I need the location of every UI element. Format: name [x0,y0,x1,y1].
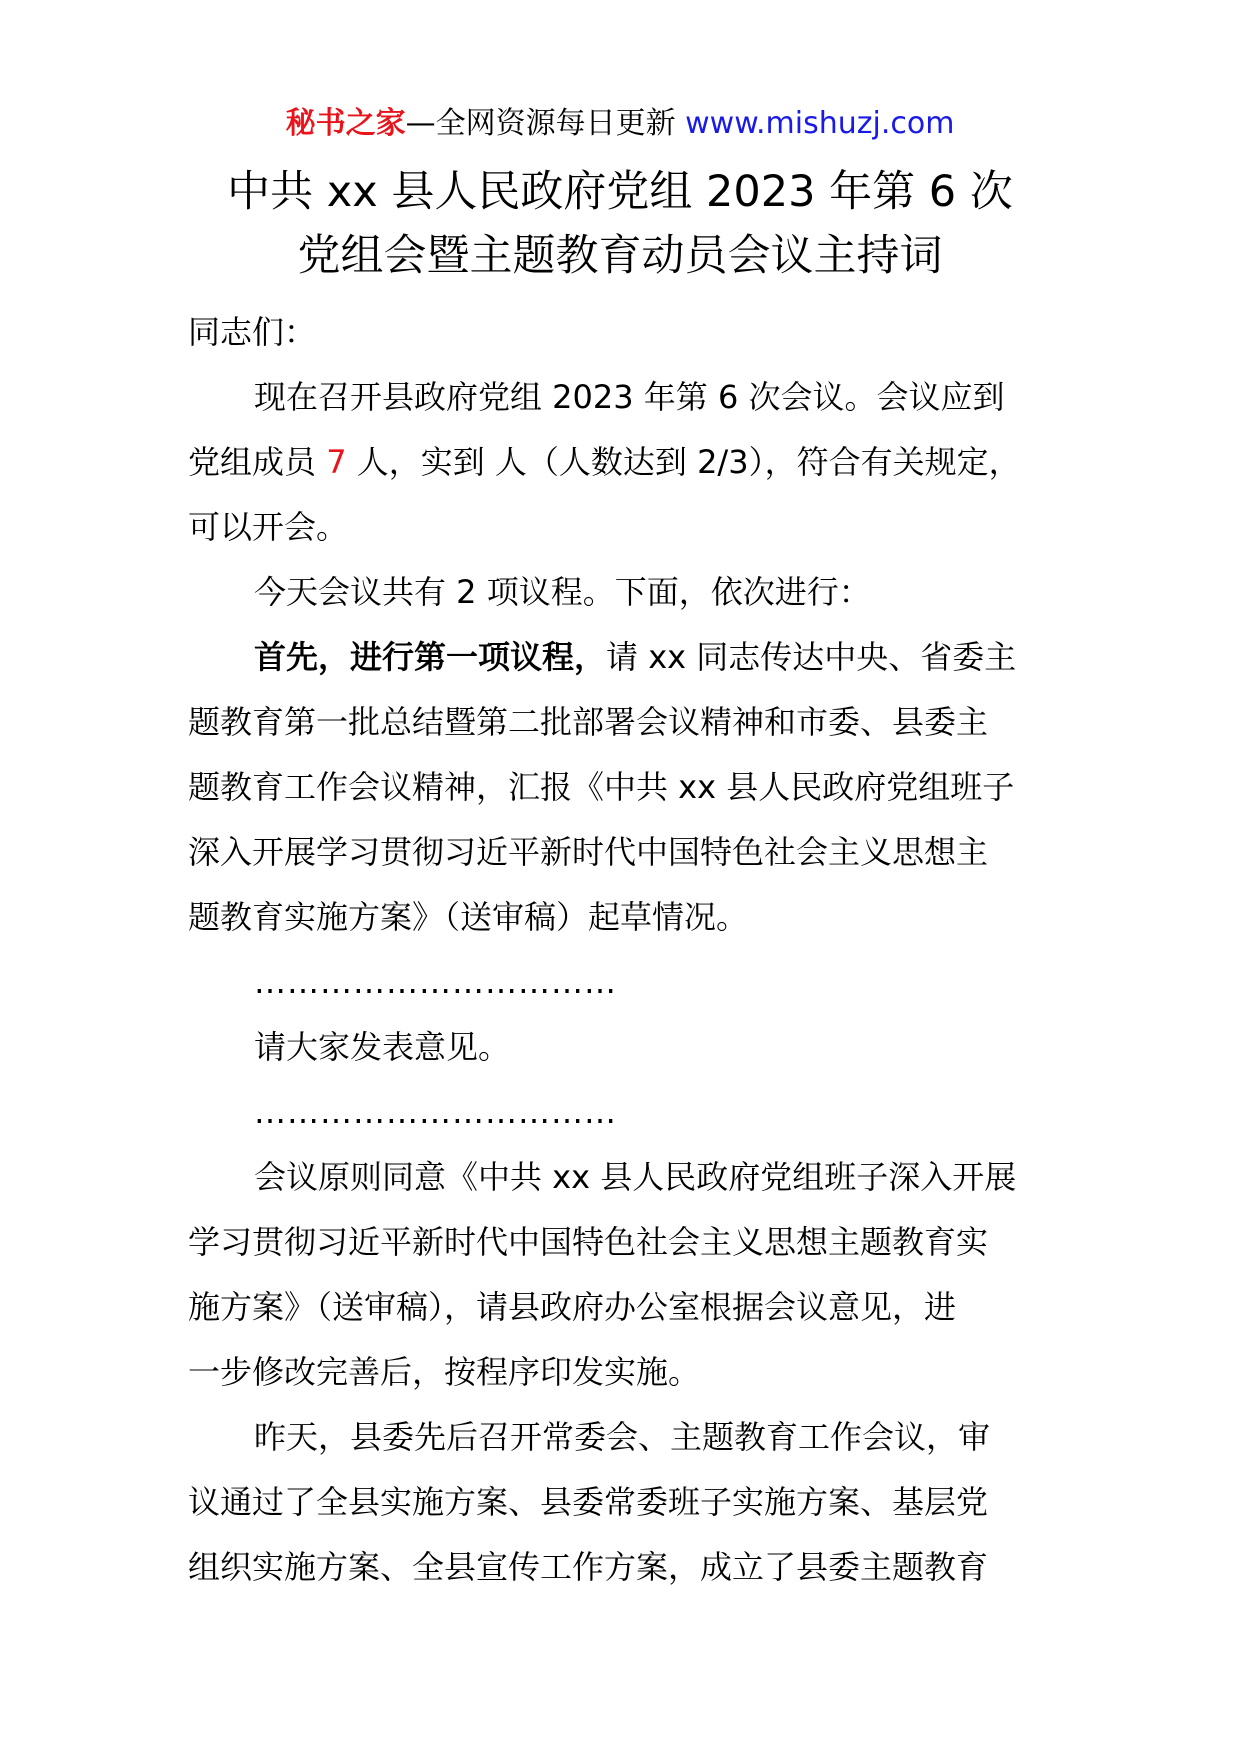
paragraph-line: 一步修改完善后，按程序印发实施。 [188,1353,701,1391]
paragraph-line: 昨天，县委先后召开常委会、主题教育工作会议，审 [254,1418,991,1456]
paragraph-line: 请大家发表意见。 [254,1028,511,1066]
paragraph-line: 组织实施方案、全县宣传工作方案，成立了县委主题教育 [188,1548,989,1586]
member-count: 7 [326,443,347,481]
text-span: 党组成员 [188,443,327,481]
site-name: 秘书之家 [285,106,406,141]
paragraph-line: 施方案》（送审稿），请县政府办公室根据会议意见，进 [188,1288,957,1326]
paragraph-line: 可以开会。 [188,508,349,546]
site-url-link[interactable]: www.mishuzj.com [685,106,955,141]
paragraph-line: 题教育工作会议精神，汇报《中共 xx 县人民政府党组班子 [188,768,1015,806]
paragraph-line: 今天会议共有 2 项议程。下面，依次进行： [254,573,871,611]
agenda-item-heading: 首先，进行第一项议程， [254,638,607,676]
paragraph-line: 会议原则同意《中共 xx 县人民政府党组班子深入开展 [254,1158,1017,1196]
paragraph-line [188,430,1088,495]
paragraph-line: 学习贯彻习近平新时代中国特色社会主义思想主题教育实 [188,1223,989,1261]
document-title-line-1: 中共 xx 县人民政府党组 2023 年第 6 次 [227,167,1013,217]
paragraph-line [188,625,1088,690]
paragraph-line: 现在召开县政府党组 2023 年第 6 次会议。会议应到 [254,378,1005,416]
paragraph-line: 题教育实施方案》（送审稿）起草情况。 [188,898,749,936]
text-span: 请 xx 同志传达中央、省委主 [606,638,1017,676]
text-span: 人，实到 人（人数达到 2/3），符合有关规定， [346,443,1021,481]
paragraph-line: 题教育第一批总结暨第二批部署会议精神和市委、县委主 [188,703,989,741]
paragraph-line: 议通过了全县实施方案、县委常委班子实施方案、基层党 [188,1483,989,1521]
paragraph-line: 深入开展学习贯彻习近平新时代中国特色社会主义思想主 [188,833,989,871]
document-body [188,300,1088,1600]
document-title-line-2: 党组会暨主题教育动员会议主持词 [297,231,943,281]
ellipsis-separator: …………………………… [254,963,617,1001]
ellipsis-separator: …………………………… [254,1093,617,1131]
site-header [0,104,1240,144]
site-tagline: —全网资源每日更新 [405,106,676,141]
salutation: 同志们： [188,313,317,351]
